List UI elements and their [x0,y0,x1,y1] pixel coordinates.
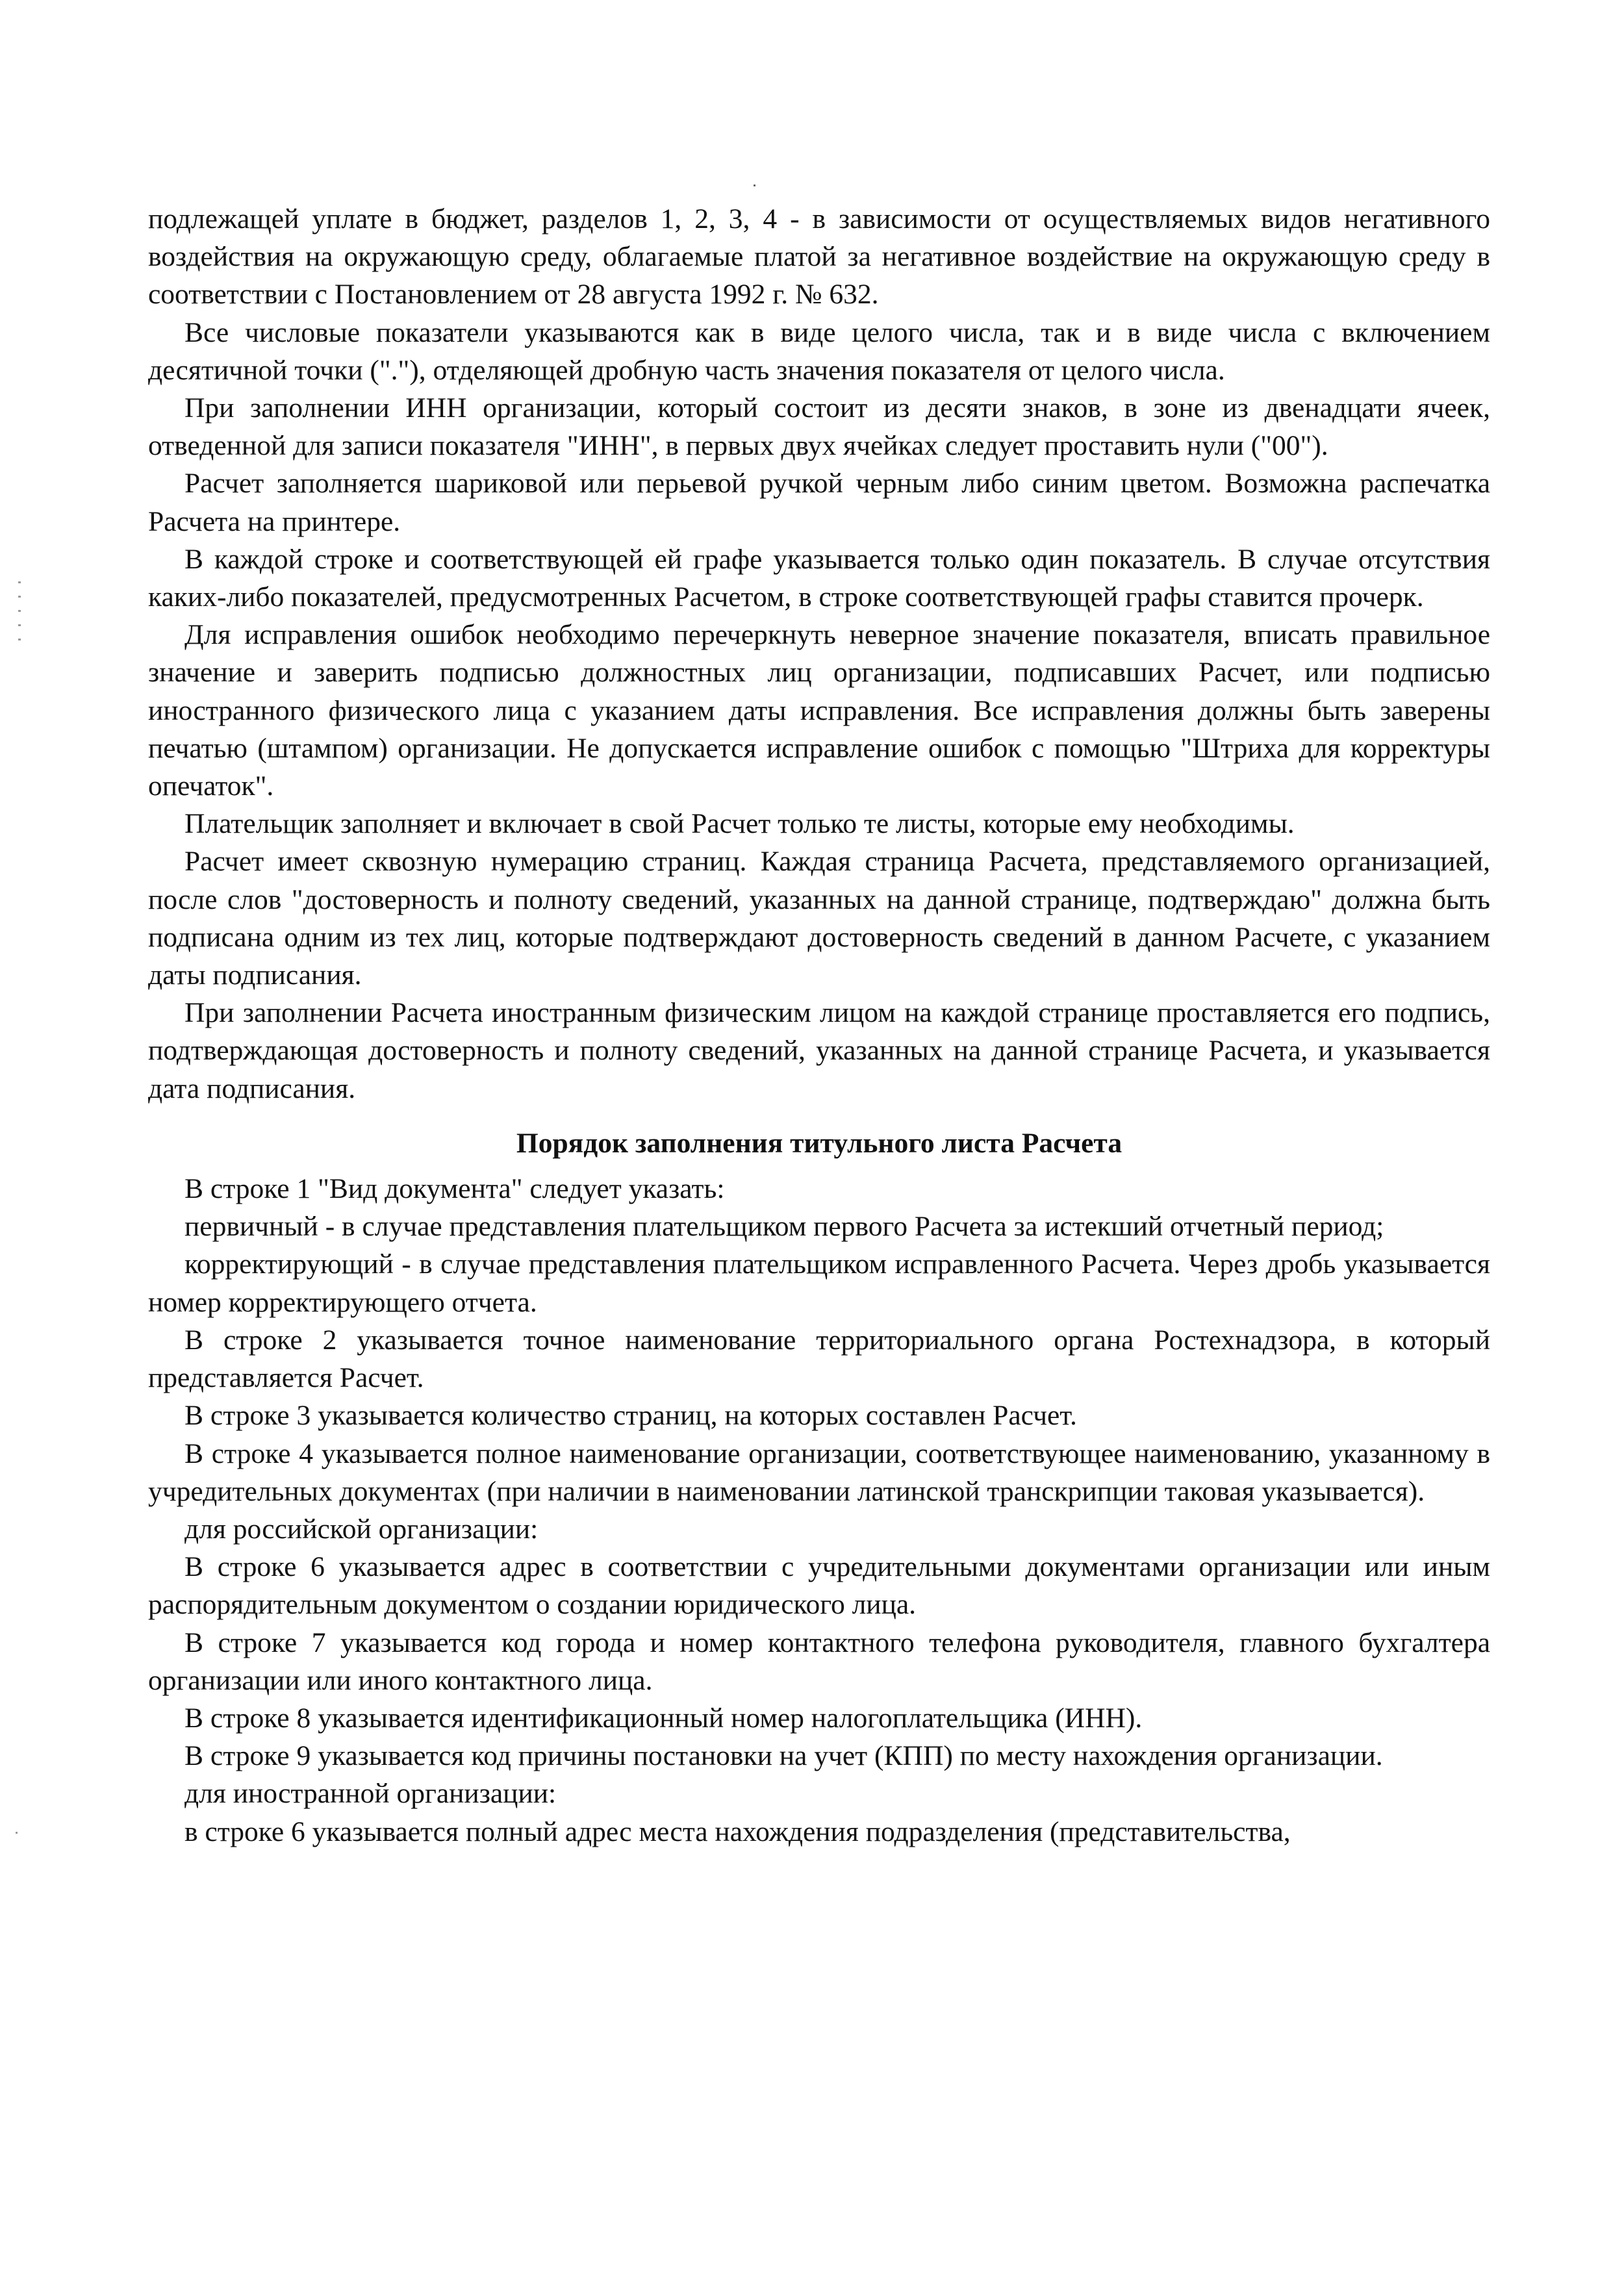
paragraph: В строке 4 указывается полное наименование организации, соответствующее наименованию, указанному в учредительных документах (при наличии в наименовании латинской транскрипции таковая указывается). [148,1438,1490,1507]
paragraph: В строке 7 указывается код города и номер контактного телефона руководителя, главного бухгалтера организации или иного контактного лица. [148,1627,1490,1696]
paragraph: в строке 6 указывается полный адрес места нахождения подразделения (представительства, [184,1816,1291,1847]
paragraph: В строке 1 "Вид документа" следует указать: [184,1173,725,1205]
paragraph: Плательщик заполняет и включает в свой Расчет только те листы, которые ему необходимы. [184,808,1295,840]
paragraph: В строке 8 указывается идентификационный номер налогоплательщика (ИНН). [184,1702,1143,1734]
paragraph: Расчет имеет сквозную нумерацию страниц. Каждая страница Расчета, представляемого организацией, после слов "достоверность и полноту сведений, указанных на данной странице, подтверждаю" должна быть подписана одним из тех лиц, которые подтверждают достоверность сведений в данном Расчете, с указанием даты подписания. [148,846,1490,991]
paragraph: Расчет заполняется шариковой или перьевой ручкой черным либо синим цветом. Возможна распечатка Расчета на принтере. [148,468,1490,537]
document-page [148,200,1490,1851]
paragraph: В строке 2 указывается точное наименование территориального органа Ростехнадзора, в который представляется Расчет. [148,1324,1490,1394]
paragraph: При заполнении Расчета иностранным физическим лицом на каждой странице проставляется его подпись, подтверждающая достоверность и полноту сведений, указанных на данной странице Расчета, и указывается дата подписания. [148,997,1490,1104]
paragraph: подлежащей уплате в бюджет, разделов 1, 2, 3, 4 - в зависимости от осуществляемых видов негативного воздействия на окружающую среду, облагаемые платой за негативное воздействие на окружающую среду в соответствии с Постановлением от 28 августа 1992 г. № 632. [148,203,1490,310]
scan-speck [16,1832,18,1834]
paragraph: В строке 6 указывается адрес в соответствии с учредительными документами организации или иным распорядительным документом о создании юридического лица. [148,1551,1490,1621]
scan-margin-marks [18,581,21,653]
paragraph: В каждой строке и соответствующей ей графе указывается только один показатель. В случае отсутствия каких-либо показателей, предусмотренных Расчетом, в строке соответствующей графы ставится прочерк. [148,543,1490,613]
paragraph: В строке 9 указывается код причины постановки на учет (КПП) по месту нахождения организации. [184,1740,1383,1772]
paragraph: Все числовые показатели указываются как в виде целого числа, так и в виде числа с включением десятичной точки ("."), отделяющей дробную часть значения показателя от целого числа. [148,316,1490,386]
paragraph: корректирующий - в случае представления плательщиком исправленного Расчета. Через дробь указывается номер корректирующего отчета. [148,1248,1490,1318]
scan-speck [754,184,755,186]
paragraph: В строке 3 указывается количество страниц, на которых составлен Расчет. [184,1400,1077,1432]
paragraph: первичный - в случае представления плательщиком первого Расчета за истекший отчетный период; [184,1211,1384,1243]
paragraph: При заполнении ИНН организации, который состоит из десяти знаков, в зоне из двенадцати ячеек, отведенной для записи показателя "ИНН", в первых двух ячейках следует проставить нули ("00"). [148,392,1490,462]
paragraph: Для исправления ошибок необходимо перечеркнуть неверное значение показателя, вписать правильное значение и заверить подписью должностных лиц организации, подписавших Расчет, или подписью иностранного физического лица с указанием даты исправления. Все исправления должны быть заверены печатью (штампом) организации. Не допускается исправление ошибок с помощью "Штриха для корректуры опечаток". [148,619,1490,802]
paragraph: для российской организации: [184,1513,539,1545]
section-heading: Порядок заполнения титульного листа Расчета [516,1127,1123,1159]
paragraph: для иностранной организации: [184,1778,557,1810]
